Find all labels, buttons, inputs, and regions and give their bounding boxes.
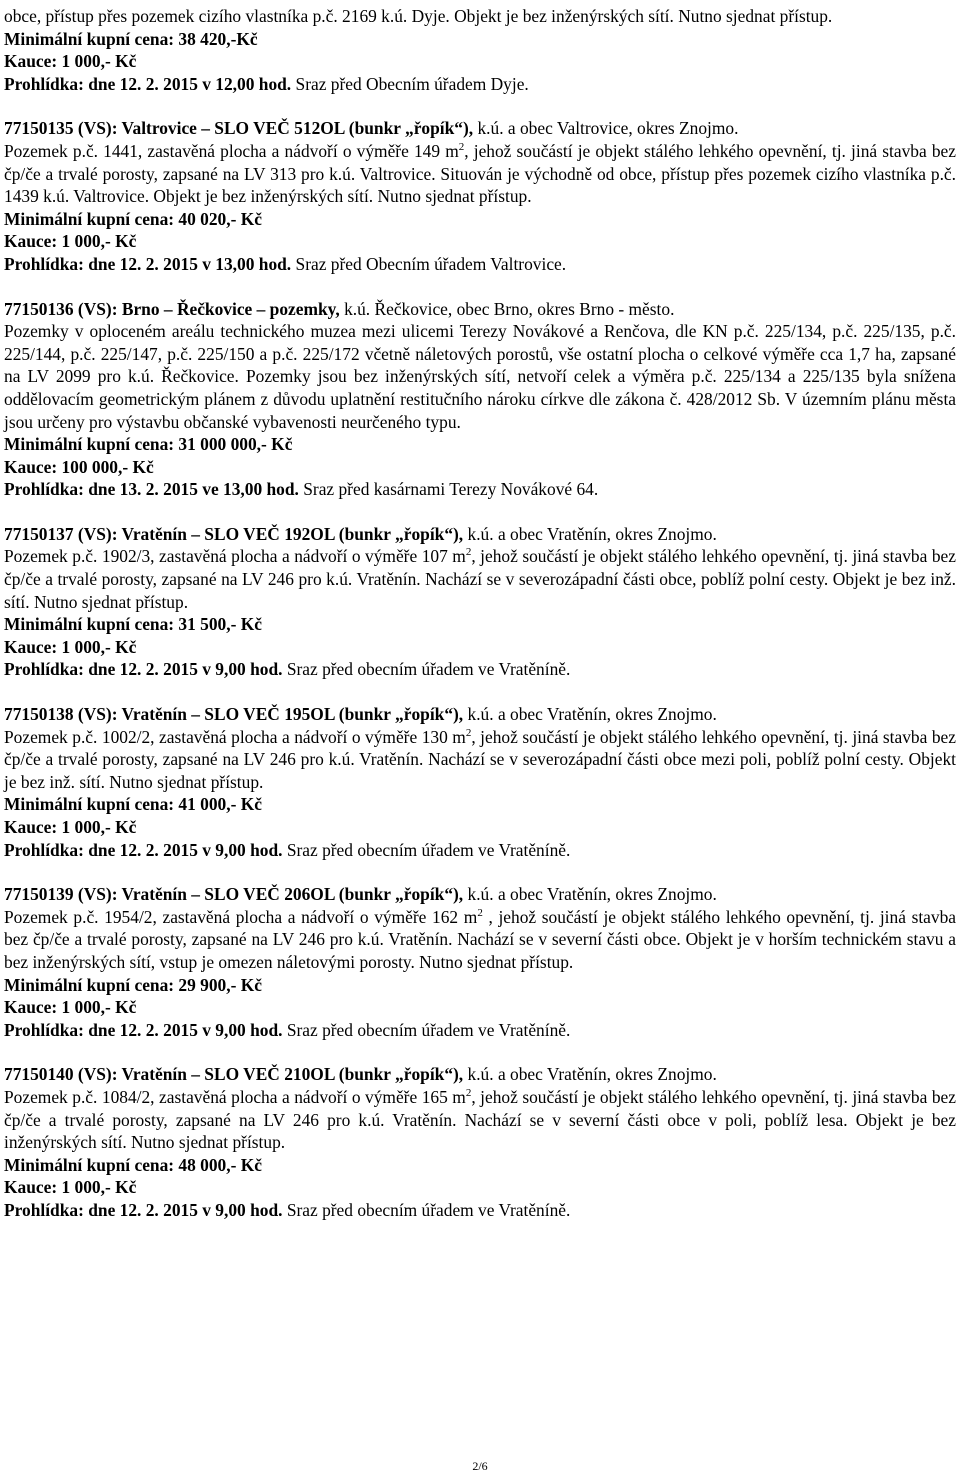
listing-heading bbox=[4, 703, 956, 726]
minimum-price: Minimální kupní cena: 31 500,- Kč bbox=[4, 614, 262, 635]
listing-item bbox=[4, 703, 956, 861]
viewing-info bbox=[4, 1199, 956, 1222]
listing-heading bbox=[4, 298, 956, 321]
deposit: Kauce: 1 000,- Kč bbox=[4, 231, 137, 252]
listing-description: Pozemky v oploceném areálu technického muzea mezi ulicemi Terezy Novákové a Renčova, dle KN p.č. 225/134, p.č. 225/135, p.č. 225/144, p.č. 225/147, p.č. 225/150 a p.č. 225/172 včetně náletových porostů, vše ostatní plocha o celkové výměře cca 1,7 ha, zapsané na LV 2099 pro k.ú. Řečkovice. Pozemky jsou bez inženýrských sítí, netvoří celek a výměra p.č. 225/134 a 225/135 byla snížena oddělovacím geometrickým plánem z důvodu uplatnění restitučního nároku církve dle zákona č. 428/2012 Sb. V územním plánu města jsou určeny pro výstavbu občanské vybavenosti neurčeného typu. bbox=[4, 321, 956, 432]
viewing-info bbox=[4, 1019, 956, 1042]
listing-heading bbox=[4, 523, 956, 546]
minimum-price: Minimální kupní cena: 38 420,-Kč bbox=[4, 28, 258, 49]
viewing-place: Sraz před obecním úřadem ve Vratěníně. bbox=[282, 1199, 571, 1220]
viewing-place: Sraz před kasárnami Terezy Novákové 64. bbox=[298, 479, 599, 500]
listing-description: Pozemek p.č. 1084/2, zastavěná plocha a nádvoří o výměře 165 $m^2$, jehož součástí je objekt stálého lehkého opevnění, tj. jiná stavba bez čp/če a trvalé porosty, zapsané na LV 246 pro k.ú. Vratěnín. Nachází se v severní části obce v poli, poblíž lesa. Objekt je bez inženýrských sítí. Nutno sjednat přístup. bbox=[4, 1086, 956, 1153]
listing-location: k.ú. a obec Valtrovice, okres Znojmo. bbox=[473, 118, 739, 139]
viewing-place: Sraz před Obecním úřadem Dyje. bbox=[291, 73, 529, 94]
listing-location: k.ú. a obec Vratěnín, okres Znojmo. bbox=[463, 704, 717, 725]
minimum-price: Minimální kupní cena: 31 000 000,- Kč bbox=[4, 434, 293, 455]
listing-heading bbox=[4, 1063, 956, 1086]
deposit: Kauce: 100 000,- Kč bbox=[4, 456, 154, 477]
listing-location: k.ú. a obec Vratěnín, okres Znojmo. bbox=[463, 884, 717, 905]
minimum-price: Minimální kupní cena: 41 000,- Kč bbox=[4, 794, 262, 815]
listing-code: 77150137 (VS): Vratěnín – SLO VEČ 192OL (bunkr „řopík“), bbox=[4, 523, 464, 544]
viewing-info bbox=[4, 658, 956, 681]
deposit: Kauce: 1 000,- Kč bbox=[4, 817, 137, 837]
listing-item bbox=[4, 883, 956, 1041]
area-superscript: 2 bbox=[477, 906, 483, 919]
listing-description: obce, přístup přes pozemek cizího vlastníka p.č. 2169 k.ú. Dyje. Objekt je bez inženýrských sítí. Nutno sjednat přístup. bbox=[4, 6, 833, 26]
listing-location: k.ú. a obec Vratěnín, okres Znojmo. bbox=[463, 523, 717, 544]
viewing-date: Prohlídka: dne 12. 2. 2015 v 12,00 hod. bbox=[4, 73, 292, 94]
listing-description: Pozemek p.č. 1441, zastavěná plocha a nádvoří o výměře 149 $m^2$, jehož součástí je objekt stálého lehkého opevnění, tj. jiná stavba bez čp/če a trvalé porosty, zapsané na LV 313 pro k.ú. Valtrovice. Situován je východně od obce, přístup přes pozemek cizího vlastníka p.č. 1439 k.ú. Valtrovice. Objekt je bez inženýrských sítí. Nutno sjednat přístup. bbox=[4, 140, 956, 207]
deposit: Kauce: 1 000,- Kč bbox=[4, 997, 137, 1018]
deposit: Kauce: 1 000,- Kč bbox=[4, 636, 137, 657]
listing-code: 77150140 (VS): Vratěnín – SLO VEČ 210OL (bunkr „řopík“), bbox=[4, 1064, 464, 1085]
listing-item bbox=[4, 1063, 956, 1221]
area-superscript: 2 bbox=[465, 1086, 472, 1099]
viewing-date: Prohlídka: dne 13. 2. 2015 ve 13,00 hod. bbox=[4, 479, 299, 500]
viewing-place: Sraz před obecním úřadem ve Vratěníně. bbox=[282, 839, 571, 860]
listing-code: 77150138 (VS): Vratěnín – SLO VEČ 195OL (bunkr „řopík“), bbox=[4, 704, 464, 725]
viewing-date: Prohlídka: dne 12. 2. 2015 v 9,00 hod. bbox=[4, 839, 283, 860]
minimum-price: Minimální kupní cena: 48 000,- Kč bbox=[4, 1154, 262, 1175]
minimum-price: Minimální kupní cena: 29 900,- Kč bbox=[4, 974, 262, 995]
viewing-date: Prohlídka: dne 12. 2. 2015 v 9,00 hod. bbox=[4, 659, 283, 680]
viewing-date: Prohlídka: dne 12. 2. 2015 v 13,00 hod. bbox=[4, 253, 292, 274]
viewing-place: Sraz před obecním úřadem ve Vratěníně. bbox=[282, 1019, 571, 1040]
viewing-info bbox=[4, 839, 956, 862]
viewing-place: Sraz před obecním úřadem ve Vratěníně. bbox=[282, 659, 571, 680]
listing-code: 77150139 (VS): Vratěnín – SLO VEČ 206OL (bunkr „řopík“), bbox=[4, 884, 464, 905]
listing-item bbox=[4, 523, 956, 681]
minimum-price: Minimální kupní cena: 40 020,- Kč bbox=[4, 208, 262, 229]
continued-listing bbox=[4, 5, 956, 95]
viewing-place: Sraz před Obecním úřadem Valtrovice. bbox=[291, 253, 567, 274]
area-superscript: 2 bbox=[465, 546, 472, 559]
listing-heading bbox=[4, 117, 956, 140]
area-superscript: 2 bbox=[465, 726, 472, 739]
listing-description: Pozemek p.č. 1902/3, zastavěná plocha a nádvoří o výměře 107 $m^2$, jehož součástí je objekt stálého lehkého opevnění, tj. jiná stavba bez čp/če a trvalé porosty, zapsané na LV 246 pro k.ú. Vratěnín. Nachází se v severozápadní části obce, poblíž polní cesty. Objekt je bez inž. sítí. Nutno sjednat přístup. bbox=[4, 546, 956, 612]
listing-heading bbox=[4, 883, 956, 906]
listing-item bbox=[4, 298, 956, 501]
viewing-date: Prohlídka: dne 12. 2. 2015 v 9,00 hod. bbox=[4, 1019, 283, 1040]
page-number: 2/6 bbox=[472, 1459, 488, 1473]
viewing-info bbox=[4, 253, 956, 276]
listing-code: 77150135 (VS): Valtrovice – SLO VEČ 512OL (bunkr „řopík“), bbox=[4, 118, 474, 139]
listing-location: k.ú. Řečkovice, obec Brno, okres Brno - město. bbox=[339, 298, 675, 319]
listing-description: Pozemek p.č. 1954/2, zastavěná plocha a nádvoří o výměře 162 $m^2$ , jehož součástí je objekt stálého lehkého opevnění, tj. jiná stavba bez čp/če a trvalé porosty, zapsané na LV 246 pro k.ú. Vratěnín. Nachází se v severní části obce. Objekt je v horším technickém stavu a bez inženýrských sítí, vstup je omezen náletovými porosty. Nutno sjednat přístup. bbox=[4, 906, 956, 972]
area-superscript: 2 bbox=[458, 140, 465, 153]
viewing-info bbox=[4, 73, 956, 96]
deposit: Kauce: 1 000,- Kč bbox=[4, 1177, 137, 1198]
listing-code: 77150136 (VS): Brno – Řečkovice – pozemky, bbox=[4, 298, 340, 319]
viewing-date: Prohlídka: dne 12. 2. 2015 v 9,00 hod. bbox=[4, 1199, 283, 1220]
listing-item bbox=[4, 117, 956, 275]
listing-location: k.ú. a obec Vratěnín, okres Znojmo. bbox=[463, 1064, 717, 1085]
listing-description: Pozemek p.č. 1002/2, zastavěná plocha a nádvoří o výměře 130 $m^2$, jehož součástí je objekt stálého lehkého opevnění, tj. jiná stavba bez čp/če a trvalé porosty, zapsané na LV 246 pro k.ú. Vratěnín. Nachází se v severozápadní části obce mezi poli, poblíž polní cesty. Objekt je bez inž. sítí. Nutno sjednat přístup. bbox=[4, 726, 956, 792]
viewing-info bbox=[4, 478, 956, 501]
deposit: Kauce: 1 000,- Kč bbox=[4, 51, 137, 72]
